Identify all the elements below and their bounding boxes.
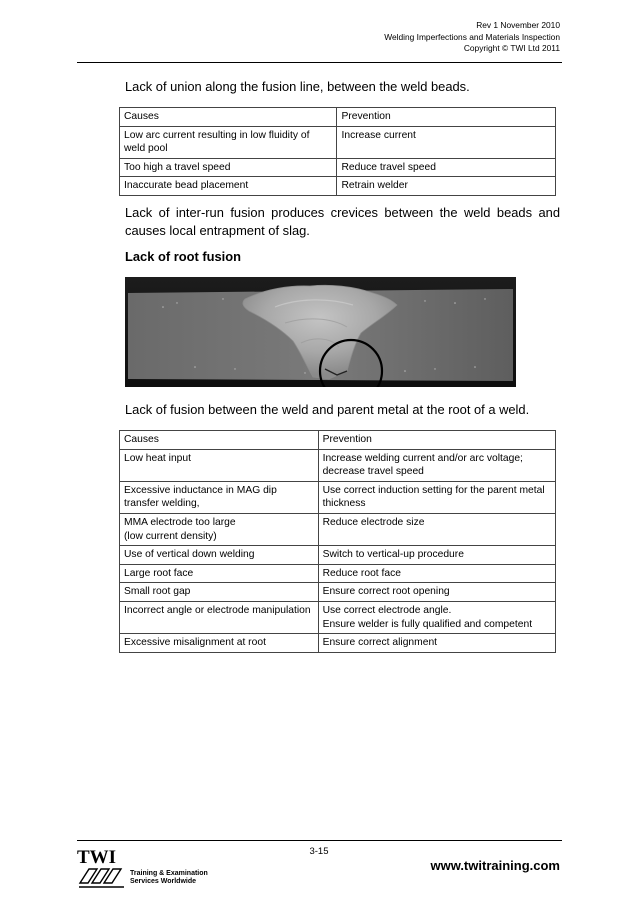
table-row xyxy=(120,601,556,633)
table-row xyxy=(120,513,556,545)
cause-cell: Excessive inductance in MAG dip transfer welding, xyxy=(120,481,319,513)
cause-cell: Excessive misalignment at root xyxy=(120,634,319,653)
prevention-cell: Reduce root face xyxy=(318,564,555,583)
table-row xyxy=(120,546,556,565)
weld-macro-photo xyxy=(125,277,516,387)
logo-wordmark: TWI xyxy=(77,847,117,868)
cause-cell: Low heat input xyxy=(120,449,319,481)
inter-run-fusion-table xyxy=(119,107,556,196)
header-divider xyxy=(77,62,562,63)
prevention-cell: Switch to vertical-up procedure xyxy=(318,546,555,565)
header-copyright: Copyright © TWI Ltd 2011 xyxy=(463,43,560,54)
table-header-row xyxy=(120,431,556,450)
table-header-cell: Prevention xyxy=(318,431,555,450)
logo-tagline-2: Services Worldwide xyxy=(130,878,197,885)
footer-website-link[interactable]: www.twitraining.com xyxy=(430,858,560,873)
prevention-cell: Ensure correct root opening xyxy=(318,583,555,602)
prevention-cell: Ensure correct alignment xyxy=(318,634,555,653)
page-header xyxy=(384,20,560,55)
table-row xyxy=(120,583,556,602)
prevention-cell: Reduce travel speed xyxy=(337,158,556,177)
table-header-cell: Causes xyxy=(120,108,337,127)
table-row xyxy=(120,564,556,583)
header-document-title: Welding Imperfections and Materials Inspection xyxy=(384,31,560,42)
page-number: 3-15 xyxy=(309,846,329,857)
table-header-cell: Causes xyxy=(120,431,319,450)
table-row xyxy=(120,158,556,177)
prevention-cell: Use correct electrode angle. Ensure welder is fully qualified and competent xyxy=(318,601,555,633)
cause-cell: MMA electrode too large (low current density) xyxy=(120,513,319,545)
logo-tagline-1: Training & Examination xyxy=(130,870,208,877)
cause-cell: Low arc current resulting in low fluidity of weld pool xyxy=(120,126,337,158)
prevention-cell: Increase welding current and/or arc voltage; decrease travel speed xyxy=(318,449,555,481)
cause-cell: Too high a travel speed xyxy=(120,158,337,177)
header-revision: Rev 1 November 2010 xyxy=(476,20,560,30)
table-header-cell: Prevention xyxy=(337,108,556,127)
prevention-cell: Retrain welder xyxy=(337,177,556,196)
table-header-row xyxy=(120,108,556,127)
cause-cell: Incorrect angle or electrode manipulation xyxy=(120,601,319,633)
table-row xyxy=(120,481,556,513)
table-row xyxy=(120,177,556,196)
cause-cell: Small root gap xyxy=(120,583,319,602)
cause-cell: Inaccurate bead placement xyxy=(120,177,337,196)
prevention-cell: Reduce electrode size xyxy=(318,513,555,545)
section2-caption: Lack of fusion between the weld and parent metal at the root of a weld. xyxy=(125,402,530,417)
section1-note: Lack of inter-run fusion produces crevices between the weld beads and causes local entrapment of slag. xyxy=(125,205,560,238)
table-row xyxy=(120,634,556,653)
section2-heading: Lack of root fusion xyxy=(125,249,242,264)
section1-intro: Lack of union along the fusion line, between the weld beads. xyxy=(125,79,470,94)
prevention-cell: Increase current xyxy=(337,126,556,158)
root-fusion-table xyxy=(119,430,556,653)
table-row xyxy=(120,449,556,481)
footer-divider xyxy=(77,840,562,841)
prevention-cell: Use correct induction setting for the parent metal thickness xyxy=(318,481,555,513)
cause-cell: Large root face xyxy=(120,564,319,583)
cause-cell: Use of vertical down welding xyxy=(120,546,319,565)
table-row xyxy=(120,126,556,158)
